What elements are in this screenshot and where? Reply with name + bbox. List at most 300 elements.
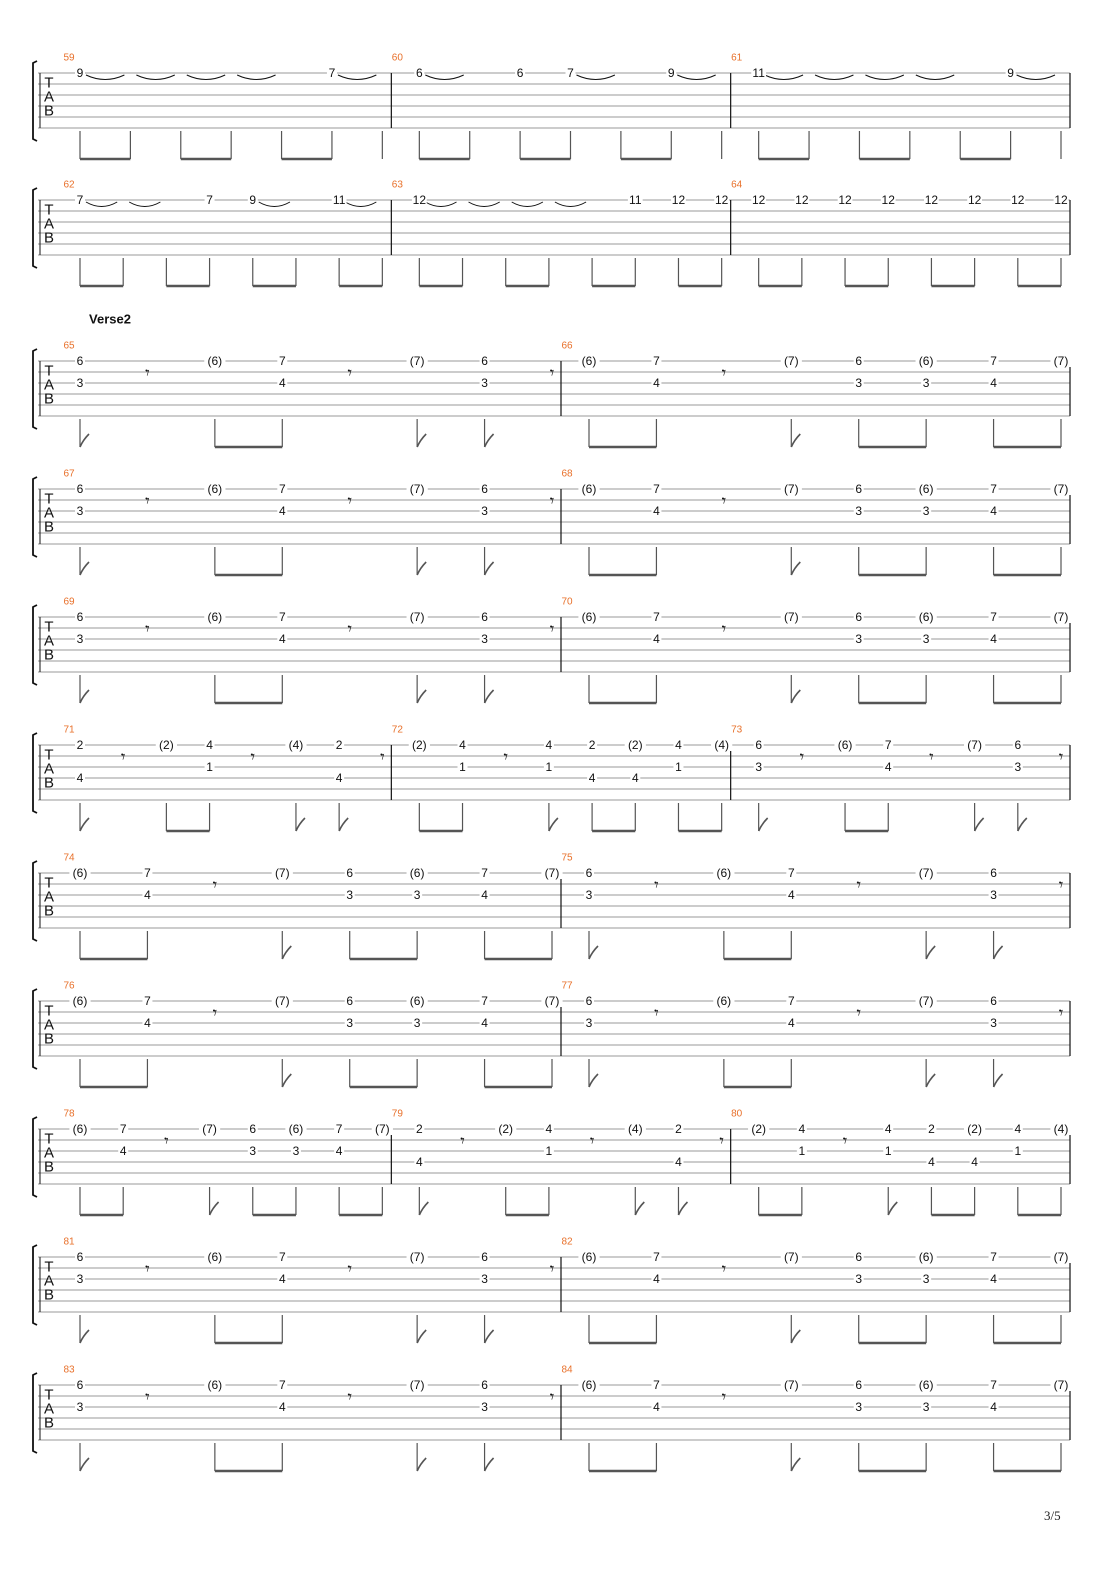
fret-string-3: 3 bbox=[481, 1400, 488, 1414]
fret-string-3: 3 bbox=[990, 1016, 997, 1030]
measure-number: 66 bbox=[561, 340, 573, 352]
fret-string-1: 6 bbox=[481, 1250, 488, 1264]
fret-string-1: (7) bbox=[918, 866, 934, 880]
system-bracket bbox=[33, 1245, 37, 1325]
eighth-rest: 𝄾 bbox=[799, 747, 805, 767]
eighth-rest: 𝄾 bbox=[145, 491, 150, 511]
fret-string-1: (6) bbox=[837, 738, 853, 752]
fret-string-4: 4 bbox=[928, 1155, 935, 1169]
tie-arc bbox=[555, 202, 586, 207]
fret-string-1: (2) bbox=[498, 1122, 514, 1136]
measure-number: 70 bbox=[561, 596, 573, 608]
fret-string-1: 4 bbox=[545, 738, 553, 752]
fret-string-1: 7 bbox=[278, 354, 286, 368]
fret-string-1: (6) bbox=[918, 1378, 934, 1392]
note-flag bbox=[282, 1074, 291, 1087]
tie-arc bbox=[136, 75, 174, 80]
fret-string-4: 4 bbox=[76, 771, 84, 785]
fret-string-3: 3 bbox=[76, 376, 84, 390]
fret-string-1: 4 bbox=[1014, 1122, 1022, 1136]
eighth-rest: 𝄾 bbox=[347, 491, 352, 511]
fret-string-1: 6 bbox=[855, 1250, 863, 1264]
fret-string-1: 7 bbox=[653, 610, 660, 624]
tie-arc bbox=[259, 202, 290, 207]
fret-string-1: (7) bbox=[1053, 610, 1069, 624]
eighth-rest: 𝄾 bbox=[856, 875, 861, 895]
fret-string-3: 3 bbox=[346, 888, 354, 902]
fret-string-1: 7 bbox=[787, 994, 795, 1008]
fret-string-1: 4 bbox=[459, 738, 466, 752]
tie-arc bbox=[338, 75, 376, 80]
fret-string-1: (7) bbox=[918, 994, 934, 1008]
tab-clef-b: B bbox=[43, 774, 55, 792]
eighth-rest: 𝄾 bbox=[380, 747, 385, 767]
tab-clef-a: A bbox=[43, 215, 55, 233]
note-flag bbox=[417, 1330, 426, 1343]
fret-string-1: 7 bbox=[990, 1250, 997, 1264]
note-flag bbox=[80, 818, 89, 831]
fret-string-3: 4 bbox=[481, 888, 488, 902]
tab-clef-b: B bbox=[43, 1158, 55, 1176]
tie-arc bbox=[815, 75, 853, 80]
fret-string-3: 3 bbox=[481, 632, 488, 646]
note-flag bbox=[485, 562, 494, 575]
fret-string-1: (6) bbox=[716, 994, 732, 1008]
fret-string-3: 3 bbox=[346, 1016, 354, 1030]
tab-clef-b: B bbox=[43, 390, 55, 408]
tab-clef-a: A bbox=[43, 504, 55, 522]
fret-string-1: 6 bbox=[76, 1250, 84, 1264]
eighth-rest: 𝄾 bbox=[549, 363, 555, 383]
system-bracket bbox=[33, 1373, 37, 1453]
fret-string-1: 12 bbox=[838, 193, 852, 207]
fret-string-3: 3 bbox=[922, 1272, 930, 1286]
measure-number: 71 bbox=[63, 724, 75, 736]
fret-string-1: (2) bbox=[411, 738, 427, 752]
fret-string-1: 6 bbox=[346, 994, 354, 1008]
tab-system bbox=[33, 180, 1070, 287]
tie-arc bbox=[86, 202, 117, 207]
fret-string-1: (6) bbox=[918, 1250, 934, 1264]
fret-string-1: 12 bbox=[881, 193, 895, 207]
fret-string-1: (7) bbox=[409, 610, 425, 624]
fret-string-3: 3 bbox=[1014, 760, 1022, 774]
tab-clef-a: A bbox=[43, 760, 55, 778]
fret-string-3: 3 bbox=[990, 888, 997, 902]
tie-arc bbox=[425, 202, 456, 207]
fret-string-1: (6) bbox=[288, 1122, 304, 1136]
fret-string-1: (7) bbox=[1053, 1378, 1069, 1392]
fret-string-1: (6) bbox=[207, 482, 223, 496]
note-flag bbox=[485, 1458, 494, 1471]
fret-string-1: 4 bbox=[545, 1122, 553, 1136]
fret-string-3: 3 bbox=[922, 504, 930, 518]
eighth-rest: 𝄾 bbox=[503, 747, 508, 767]
fret-string-1: 6 bbox=[346, 866, 354, 880]
tab-clef-t: T bbox=[44, 746, 54, 764]
fret-string-1: 6 bbox=[755, 738, 763, 752]
fret-string-1: (7) bbox=[783, 482, 799, 496]
fret-string-1: 9 bbox=[1007, 66, 1014, 80]
fret-string-3: 3 bbox=[76, 632, 84, 646]
fret-string-1: (6) bbox=[207, 1250, 223, 1264]
fret-string-1: 7 bbox=[328, 66, 336, 80]
fret-string-1: 2 bbox=[335, 738, 343, 752]
fret-string-1: (7) bbox=[409, 482, 425, 496]
fret-string-3: 3 bbox=[855, 1272, 863, 1286]
measure-number: 76 bbox=[63, 980, 75, 992]
fret-string-1: (4) bbox=[1053, 1122, 1069, 1136]
tie-arc bbox=[425, 75, 463, 80]
fret-string-1: (2) bbox=[627, 738, 643, 752]
fret-string-1: 6 bbox=[76, 482, 84, 496]
fret-string-3: 4 bbox=[481, 1016, 488, 1030]
fret-string-3: 4 bbox=[278, 504, 286, 518]
fret-string-1: 2 bbox=[928, 1122, 935, 1136]
fret-string-4: 4 bbox=[335, 771, 343, 785]
fret-string-1: 7 bbox=[990, 610, 997, 624]
fret-string-1: 7 bbox=[787, 866, 795, 880]
note-flag bbox=[417, 434, 426, 447]
note-flag bbox=[791, 562, 800, 575]
note-flag bbox=[339, 818, 348, 831]
fret-string-3: 3 bbox=[481, 1272, 488, 1286]
fret-string-1: 6 bbox=[855, 482, 863, 496]
tab-clef-a: A bbox=[43, 1400, 55, 1418]
fret-string-3: 4 bbox=[990, 1400, 997, 1414]
fret-string-3: 4 bbox=[144, 1016, 151, 1030]
fret-string-1: 9 bbox=[76, 66, 84, 80]
fret-string-3: 1 bbox=[798, 1144, 806, 1158]
note-flag bbox=[791, 1330, 800, 1343]
fret-string-1: 7 bbox=[119, 1122, 127, 1136]
eighth-rest: 𝄾 bbox=[719, 1131, 724, 1151]
fret-string-1: 6 bbox=[481, 1378, 488, 1392]
fret-string-1: (7) bbox=[409, 354, 425, 368]
tab-system bbox=[33, 1237, 1072, 1344]
fret-string-3: 4 bbox=[653, 632, 660, 646]
tab-clef-a: A bbox=[43, 1144, 55, 1162]
system-bracket bbox=[33, 349, 37, 429]
fret-string-1: (6) bbox=[409, 994, 425, 1008]
fret-string-3: 4 bbox=[884, 760, 892, 774]
fret-string-1: (7) bbox=[202, 1122, 217, 1136]
system-bracket bbox=[33, 989, 37, 1069]
fret-string-3: 4 bbox=[653, 1272, 660, 1286]
fret-string-1: (6) bbox=[207, 1378, 223, 1392]
eighth-rest: 𝄾 bbox=[347, 1387, 352, 1407]
fret-string-1: 6 bbox=[1014, 738, 1022, 752]
fret-string-1: 7 bbox=[481, 994, 488, 1008]
fret-string-1: (7) bbox=[783, 610, 799, 624]
eighth-rest: 𝄾 bbox=[212, 875, 218, 895]
eighth-rest: 𝄾 bbox=[549, 619, 555, 639]
tie-arc bbox=[512, 202, 543, 207]
system-bracket bbox=[33, 861, 37, 941]
fret-string-3: 1 bbox=[545, 760, 553, 774]
fret-string-1: 7 bbox=[567, 66, 574, 80]
eighth-rest: 𝄾 bbox=[145, 363, 150, 383]
fret-string-3: 4 bbox=[278, 1272, 286, 1286]
tie-arc bbox=[345, 202, 376, 207]
tab-clef-b: B bbox=[43, 1414, 55, 1432]
tie-arc bbox=[86, 75, 124, 80]
fret-string-3: 3 bbox=[855, 632, 863, 646]
fret-string-1: 6 bbox=[76, 610, 84, 624]
fret-string-1: 7 bbox=[653, 354, 660, 368]
fret-string-3: 3 bbox=[755, 760, 763, 774]
fret-string-1: 11 bbox=[752, 66, 765, 80]
note-flag bbox=[417, 1458, 426, 1471]
tab-clef-b: B bbox=[43, 1030, 55, 1048]
fret-string-3: 1 bbox=[206, 760, 213, 774]
tab-clef-b: B bbox=[43, 102, 55, 120]
tie-arc bbox=[129, 202, 160, 207]
system-bracket bbox=[33, 1117, 37, 1197]
fret-string-4: 4 bbox=[675, 1155, 682, 1169]
eighth-rest: 𝄾 bbox=[721, 363, 727, 383]
measure-number: 75 bbox=[561, 852, 573, 864]
eighth-rest: 𝄾 bbox=[654, 1003, 659, 1023]
fret-string-1: (6) bbox=[918, 610, 934, 624]
eighth-rest: 𝄾 bbox=[250, 747, 256, 767]
tab-clef-t: T bbox=[44, 201, 54, 219]
measure-number: 81 bbox=[63, 1236, 75, 1248]
tab-system bbox=[33, 1109, 1072, 1216]
note-flag bbox=[759, 818, 768, 831]
fret-string-1: 6 bbox=[585, 866, 593, 880]
tab-clef-t: T bbox=[44, 1002, 54, 1020]
fret-string-1: (7) bbox=[409, 1378, 425, 1392]
fret-string-1: 6 bbox=[249, 1122, 257, 1136]
fret-string-3: 3 bbox=[922, 632, 930, 646]
measure-number: 72 bbox=[391, 724, 403, 736]
fret-string-1: (6) bbox=[716, 866, 732, 880]
fret-string-3: 3 bbox=[76, 1272, 84, 1286]
tab-clef-t: T bbox=[44, 618, 54, 636]
tab-clef-b: B bbox=[43, 902, 55, 920]
fret-string-4: 4 bbox=[415, 1155, 423, 1169]
fret-string-1: (7) bbox=[544, 994, 560, 1008]
fret-string-1: (7) bbox=[274, 994, 290, 1008]
note-flag bbox=[994, 1074, 1003, 1087]
fret-string-1: 4 bbox=[798, 1122, 806, 1136]
fret-string-1: 2 bbox=[415, 1122, 423, 1136]
eighth-rest: 𝄾 bbox=[721, 491, 727, 511]
fret-string-1: 4 bbox=[206, 738, 213, 752]
fret-string-1: 7 bbox=[278, 1378, 286, 1392]
fret-string-1: (6) bbox=[581, 1378, 597, 1392]
note-flag bbox=[791, 1458, 800, 1471]
note-flag bbox=[994, 946, 1003, 959]
fret-string-1: 6 bbox=[855, 354, 863, 368]
note-flag bbox=[80, 434, 89, 447]
eighth-rest: 𝄾 bbox=[929, 747, 934, 767]
fret-string-1: 4 bbox=[675, 738, 682, 752]
fret-string-3: 4 bbox=[144, 888, 151, 902]
fret-string-1: 9 bbox=[667, 66, 675, 80]
fret-string-1: (6) bbox=[72, 994, 88, 1008]
tab-clef-b: B bbox=[43, 229, 55, 247]
fret-string-3: 3 bbox=[922, 376, 930, 390]
fret-string-1: 7 bbox=[206, 193, 213, 207]
note-flag bbox=[485, 434, 494, 447]
system-bracket bbox=[33, 605, 37, 685]
eighth-rest: 𝄾 bbox=[589, 1131, 595, 1151]
fret-string-1: 2 bbox=[76, 738, 84, 752]
fret-string-1: 12 bbox=[412, 193, 427, 207]
fret-string-1: (2) bbox=[159, 738, 174, 752]
tie-arc bbox=[1017, 75, 1055, 80]
fret-string-1: (6) bbox=[207, 610, 223, 624]
measure-number: 62 bbox=[63, 179, 75, 191]
fret-string-3: 1 bbox=[459, 760, 466, 774]
fret-string-1: 12 bbox=[751, 193, 766, 207]
fret-string-1: 12 bbox=[924, 193, 939, 207]
measure-number: 60 bbox=[391, 52, 403, 64]
tie-arc bbox=[765, 75, 803, 80]
eighth-rest: 𝄾 bbox=[549, 1387, 555, 1407]
tab-clef-a: A bbox=[43, 888, 55, 906]
tie-arc bbox=[237, 75, 275, 80]
measure-number: 69 bbox=[63, 596, 75, 608]
tab-clef-a: A bbox=[43, 376, 55, 394]
fret-string-1: (7) bbox=[409, 1250, 425, 1264]
tab-clef-t: T bbox=[44, 1130, 54, 1148]
fret-string-3: 4 bbox=[278, 376, 286, 390]
eighth-rest: 𝄾 bbox=[347, 363, 352, 383]
fret-string-3: 4 bbox=[653, 1400, 660, 1414]
note-flag bbox=[417, 690, 426, 703]
fret-string-1: 7 bbox=[76, 193, 84, 207]
note-flag bbox=[888, 1202, 897, 1215]
note-flag bbox=[485, 690, 494, 703]
fret-string-1: 7 bbox=[144, 866, 151, 880]
fret-string-3: 3 bbox=[855, 1400, 863, 1414]
measure-number: 64 bbox=[731, 179, 743, 191]
fret-string-1: (7) bbox=[967, 738, 982, 752]
measure-number: 74 bbox=[63, 852, 75, 864]
note-flag bbox=[419, 1202, 428, 1215]
fret-string-3: 4 bbox=[787, 888, 795, 902]
tab-system bbox=[33, 597, 1072, 704]
fret-string-1: 12 bbox=[1054, 193, 1068, 207]
fret-string-1: (6) bbox=[581, 354, 597, 368]
fret-string-1: 7 bbox=[278, 610, 286, 624]
eighth-rest: 𝄾 bbox=[145, 619, 150, 639]
fret-string-3: 1 bbox=[545, 1144, 553, 1158]
eighth-rest: 𝄾 bbox=[721, 1387, 727, 1407]
fret-string-1: 7 bbox=[990, 1378, 997, 1392]
eighth-rest: 𝄾 bbox=[856, 1003, 861, 1023]
note-flag bbox=[210, 1202, 219, 1215]
fret-string-3: 3 bbox=[292, 1144, 300, 1158]
page-number: 3/5 bbox=[1044, 1508, 1061, 1523]
fret-string-1: 6 bbox=[415, 66, 423, 80]
fret-string-1: (6) bbox=[72, 1122, 88, 1136]
section-label-verse2: Verse2 bbox=[89, 311, 131, 327]
fret-string-1: 7 bbox=[990, 482, 997, 496]
fret-string-1: (7) bbox=[783, 354, 799, 368]
fret-string-1: 7 bbox=[653, 1378, 660, 1392]
fret-string-3: 4 bbox=[990, 1272, 997, 1286]
note-flag bbox=[296, 818, 305, 831]
fret-string-1: 11 bbox=[629, 193, 642, 207]
measure-number: 73 bbox=[731, 724, 743, 736]
tab-clef-a: A bbox=[43, 88, 55, 106]
tab-clef-b: B bbox=[43, 1286, 55, 1304]
eighth-rest: 𝄾 bbox=[842, 1131, 848, 1151]
fret-string-1: (7) bbox=[544, 866, 560, 880]
tie-arc bbox=[916, 75, 954, 80]
fret-string-1: (4) bbox=[288, 738, 304, 752]
measure-number: 79 bbox=[391, 1108, 403, 1120]
note-flag bbox=[1018, 818, 1027, 831]
note-flag bbox=[791, 690, 800, 703]
fret-string-3: 4 bbox=[787, 1016, 795, 1030]
fret-string-1: 12 bbox=[714, 193, 729, 207]
tab-system bbox=[33, 469, 1072, 576]
system-bracket bbox=[33, 733, 37, 813]
fret-string-3: 3 bbox=[481, 376, 488, 390]
fret-string-1: (6) bbox=[581, 1250, 597, 1264]
measure-number: 84 bbox=[561, 1364, 573, 1376]
fret-string-3: 1 bbox=[884, 1144, 892, 1158]
eighth-rest: 𝄾 bbox=[347, 1259, 352, 1279]
fret-string-1: 6 bbox=[76, 1378, 84, 1392]
measure-number: 63 bbox=[391, 179, 403, 191]
fret-string-3: 4 bbox=[653, 504, 660, 518]
tab-system bbox=[33, 981, 1070, 1088]
fret-string-1: (7) bbox=[1053, 354, 1069, 368]
tie-arc bbox=[677, 75, 715, 80]
fret-string-1: 12 bbox=[1011, 193, 1025, 207]
fret-string-1: (6) bbox=[207, 354, 223, 368]
fret-string-1: 6 bbox=[481, 610, 488, 624]
fret-string-3: 4 bbox=[990, 504, 997, 518]
system-bracket bbox=[33, 477, 37, 557]
fret-string-1: 7 bbox=[653, 482, 660, 496]
fret-string-1: 7 bbox=[481, 866, 488, 880]
fret-string-1: 6 bbox=[481, 354, 488, 368]
tab-system bbox=[33, 853, 1070, 960]
measure-number: 80 bbox=[731, 1108, 743, 1120]
measure-number: 82 bbox=[561, 1236, 573, 1248]
fret-string-1: 12 bbox=[671, 193, 686, 207]
tab-system bbox=[33, 53, 1070, 160]
note-flag bbox=[791, 434, 800, 447]
fret-string-1: (6) bbox=[409, 866, 425, 880]
tie-arc bbox=[577, 75, 615, 80]
measure-number: 83 bbox=[63, 1364, 75, 1376]
tab-clef-t: T bbox=[44, 874, 54, 892]
fret-string-3: 3 bbox=[76, 1400, 84, 1414]
fret-string-1: 12 bbox=[967, 193, 982, 207]
tab-clef-a: A bbox=[43, 1272, 55, 1290]
measure-number: 78 bbox=[63, 1108, 75, 1120]
tie-arc bbox=[469, 202, 500, 207]
eighth-rest: 𝄾 bbox=[1058, 747, 1064, 767]
measure-number: 77 bbox=[561, 980, 573, 992]
eighth-rest: 𝄾 bbox=[145, 1387, 150, 1407]
fret-string-3: 3 bbox=[481, 504, 488, 518]
fret-string-1: (7) bbox=[374, 1122, 390, 1136]
eighth-rest: 𝄾 bbox=[347, 619, 352, 639]
note-flag bbox=[635, 1202, 644, 1215]
fret-string-1: 6 bbox=[990, 866, 997, 880]
fret-string-1: (7) bbox=[783, 1250, 799, 1264]
tab-clef-t: T bbox=[44, 74, 54, 92]
